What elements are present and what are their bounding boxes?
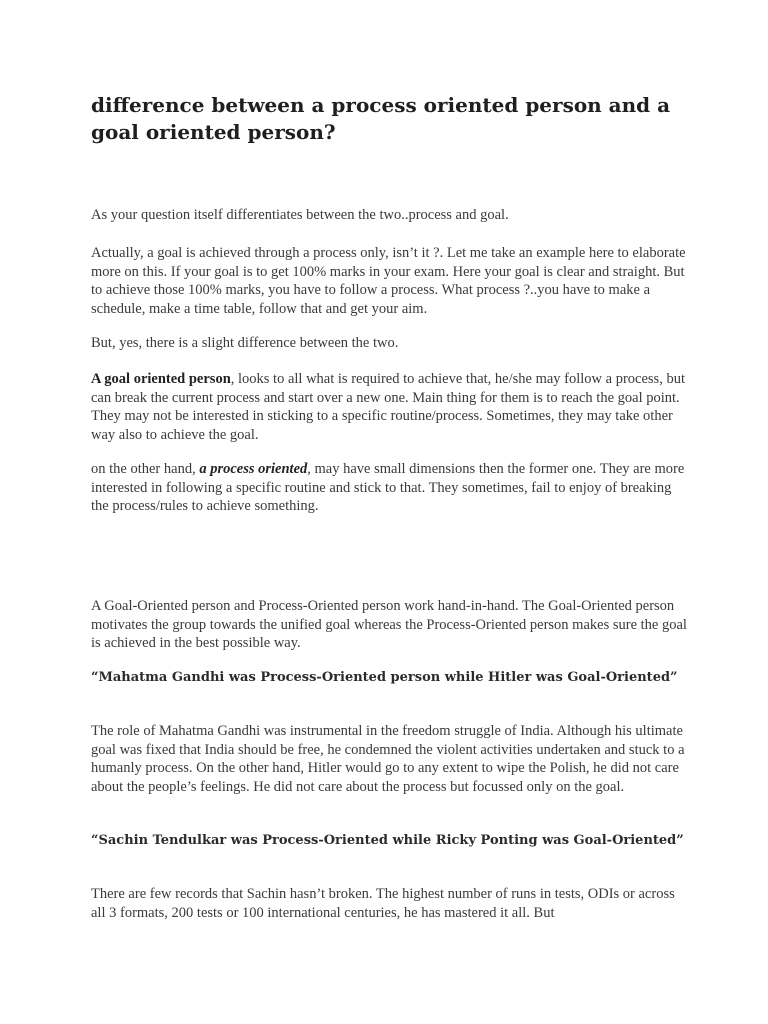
quote-heading-sachin-ponting: “Sachin Tendulkar was Process-Oriented while Ricky Ponting was Goal-Oriented”	[91, 833, 684, 848]
paragraph-gandhi-hitler: The role of Mahatma Gandhi was instrumental in the freedom struggle of India. Although his ultimate goal was fixed that India should be free, he condemned the violent activities undertaken and stuck to a humanly process. On the other hand, Hitler would go to any extent to wipe the Polish, he did not care about the people’s feelings. He did not care about the process but focussed only on the goal.	[91, 723, 685, 795]
paragraph-hand-in-hand: A Goal-Oriented person and Process-Oriented person work hand-in-hand. The Goal-Oriented person motivates the group towards the unified goal whereas the Process-Oriented person makes sure the goal is achieved in the best possible way.	[91, 598, 687, 651]
goal-oriented-description: , looks to all what is required to achieve that, he/she may follow a process, but can break the current process and start over a new one. Main thing for them is to reach the goal point. They may not be interested in sticking to a specific routine/process. Sometimes, they may take other way also to achieve the goal.	[91, 371, 685, 443]
paragraph-sachin: There are few records that Sachin hasn’t broken. The highest number of runs in tests, ODIs or across all 3 formats, 200 tests or 100 international centuries, he has mastered it all. But	[91, 886, 675, 921]
goal-oriented-term: A goal oriented person	[91, 371, 231, 387]
process-oriented-description: , may have small dimensions then the former one. They are more interested in following a specific routine and stick to that. They sometimes, fail to enjoy of breaking the process/rules to achieve something.	[91, 461, 685, 514]
paragraph-slight-difference: But, yes, there is a slight difference between the two.	[91, 335, 399, 351]
paragraph-example: Actually, a goal is achieved through a process only, isn’t it ?. Let me take an example here to elaborate more on this. If your goal is to get 100% marks in your exam. Here your goal is clear and straight. But to achieve those 100% marks, you have to follow a process. What process ?..you have to make a schedule, make a time table, follow that and get your aim.	[91, 245, 686, 317]
paragraph-intro: As your question itself differentiates between the two..process and goal.	[91, 207, 509, 223]
quote-heading-gandhi-hitler: “Mahatma Gandhi was Process-Oriented person while Hitler was Goal-Oriented”	[91, 670, 678, 685]
paragraph-goal-oriented	[91, 370, 691, 444]
process-oriented-term: a process oriented	[199, 461, 308, 477]
paragraph-process-oriented	[91, 460, 691, 516]
process-oriented-lead: on the other hand,	[91, 461, 200, 477]
document-title: difference between a process oriented person and a goal oriented person?	[91, 93, 671, 144]
